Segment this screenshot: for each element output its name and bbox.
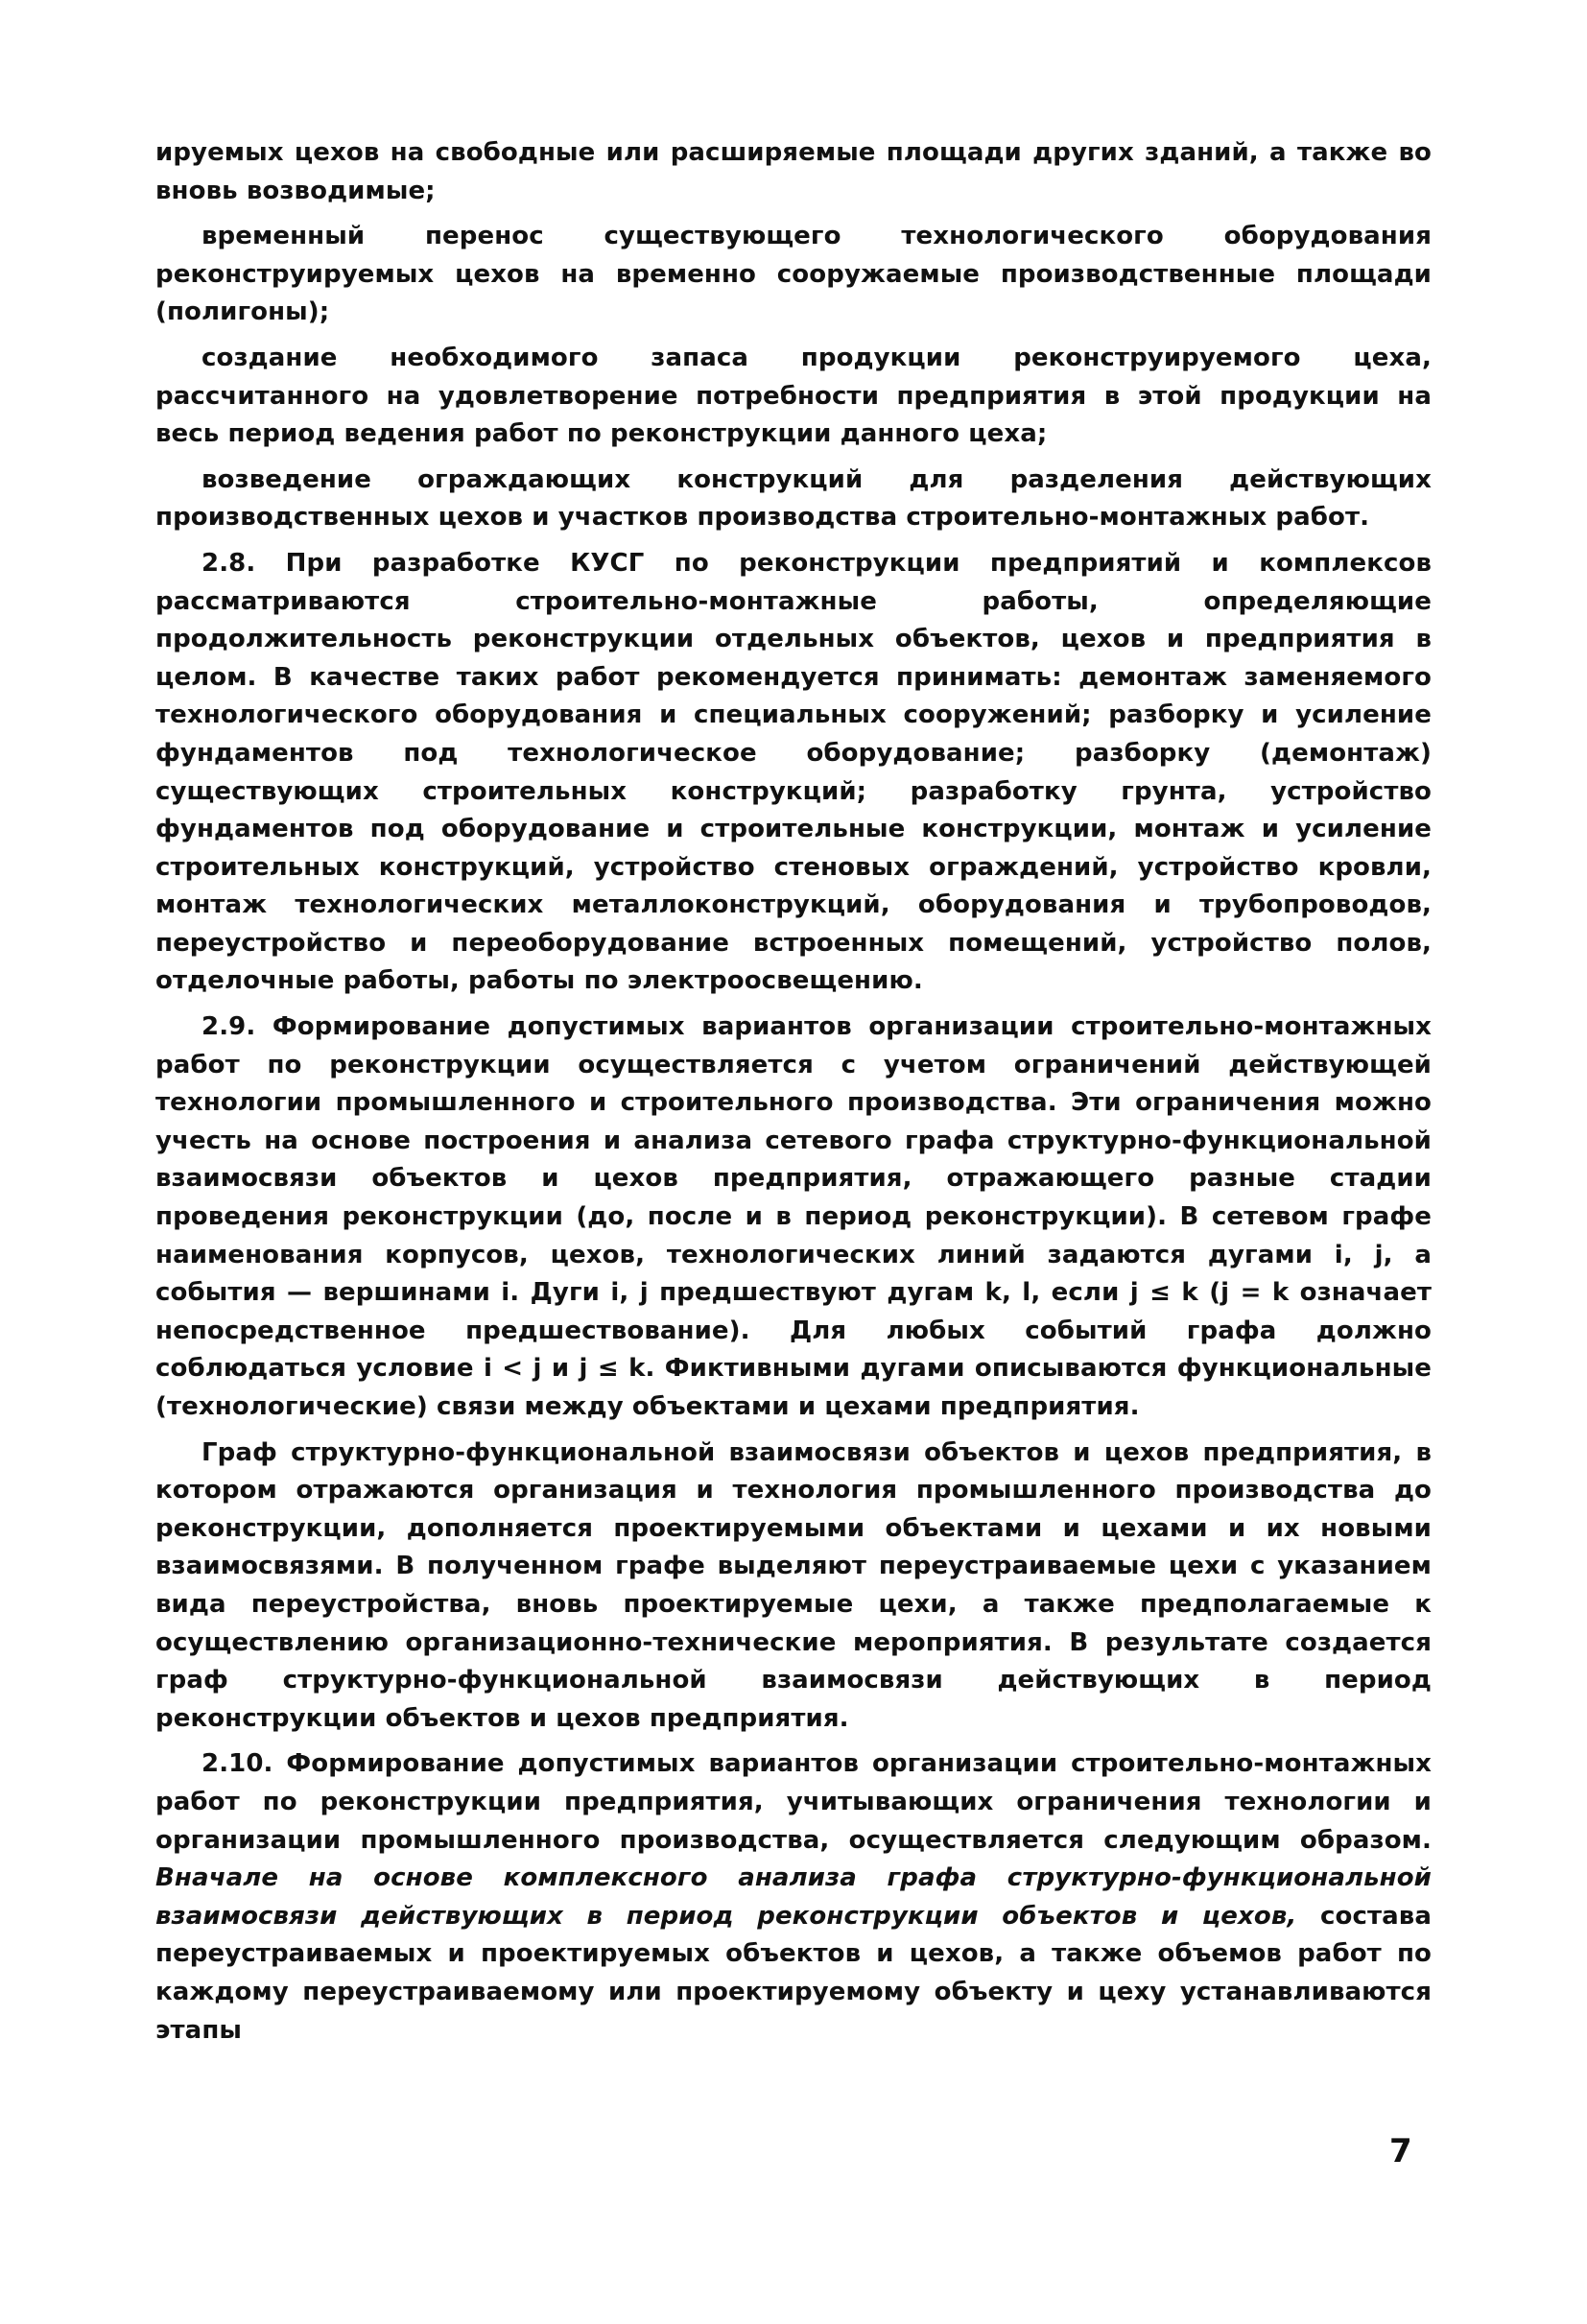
- paragraph-enclosing-structures: возведение ограждающих конструкций для разделения действующих производственных цехов и участков производства строительно-монтажных работ.: [155, 464, 1432, 533]
- paragraph-section-2-10-italic: Вначале на основе комплексного анализа графа структурно-функциональной взаимосвязи действующих в период реконструкции объектов и цехов,: [155, 1863, 1432, 1931]
- paragraph-section-2-9: 2.9. Формирование допустимых вариантов организации строительно-монтажных работ по реконструкции осуществляется с учетом ограничений действующей технологии промышленного и строительного производства. Эти ограничения можно учесть на основе построения и анализа сетевого графа структурно-функциональной взаимосвязи объектов и цехов предприятия, отражающего разные стадии проведения реконструкции (до, после и в период реконструкции). В сетевом графе наименования корпусов, цехов, технологических линий задаются дугами i, j, а события — вершинами i. Дуги i, j предшествуют дугам k, l, если j ≤ k (j = k означает непосредственное предшествование). Для любых событий графа должно соблюдаться условие i < j и j ≤ k. Фиктивными дугами описываются функциональные (технологические) связи между объектами и цехами предприятия.: [155, 1012, 1432, 1421]
- paragraph-graph-description: Граф структурно-функциональной взаимосвязи объектов и цехов предприятия, в котором отражаются организация и технология промышленного производства до реконструкции, дополняется проектируемыми объектами и цехами и их новыми взаимосвязями. В полученном графе выделяют переустраиваемые цехи с указанием вида переустройства, вновь проектируемые цехи, а также предполагаемые к осуществлению организационно-технические мероприятия. В результате создается граф структурно-функциональной взаимосвязи действующих в период реконструкции объектов и цехов предприятия.: [155, 1437, 1432, 1733]
- paragraph-temporary-transfer: временный перенос существующего технологического оборудования реконструируемых цехов на временно сооружаемые производственные площади (полигоны);: [155, 222, 1432, 327]
- page-number: 7: [1389, 2132, 1412, 2170]
- paragraph-section-2-10: [155, 1745, 1432, 2050]
- document-page: [155, 134, 1432, 2050]
- paragraph-section-2-8: 2.8. При разработке КУСГ по реконструкции предприятий и комплексов рассматриваются строительно-монтажные работы, определяющие продолжительность реконструкции отдельных объектов, цехов и предприятия в целом. В качестве таких работ рекомендуется принимать: демонтаж заменяемого технологического оборудования и специальных сооружений; разборку и усиление фундаментов под технологическое оборудование; разборку (демонтаж) существующих строительных конструкций; разработку грунта, устройство фундаментов под оборудование и строительные конструкции, монтаж и усиление строительных конструкций, устройство стеновых ограждений, устройство кровли, монтаж технологических металлоконструкций, оборудования и трубопроводов, переустройство и переоборудование встроенных помещений, устройство полов, отделочные работы, работы по электроосвещению.: [155, 548, 1432, 996]
- paragraph-continuation: ируемых цехов на свободные или расширяемые площади других зданий, а также во вновь возводимые;: [155, 138, 1432, 205]
- paragraph-section-2-10-lead: 2.10. Формирование допустимых вариантов организации строительно-монтажных работ по реконструкции предприятия, учитывающих ограничения технологии и организации промышленного производства, осуществляется следующим образом.: [155, 1749, 1432, 1855]
- paragraph-section-2-10-tail: состава переустраиваемых и проектируемых объектов и цехов, а также объемов работ по каждому переустраиваемому или проектируемому объекту и цеху устанавливаются этапы: [155, 1901, 1432, 2045]
- paragraph-product-stock: создание необходимого запаса продукции реконструируемого цеха, рассчитанного на удовлетворение потребности предприятия в этой продукции на весь период ведения работ по реконструкции данного цеха;: [155, 343, 1432, 449]
